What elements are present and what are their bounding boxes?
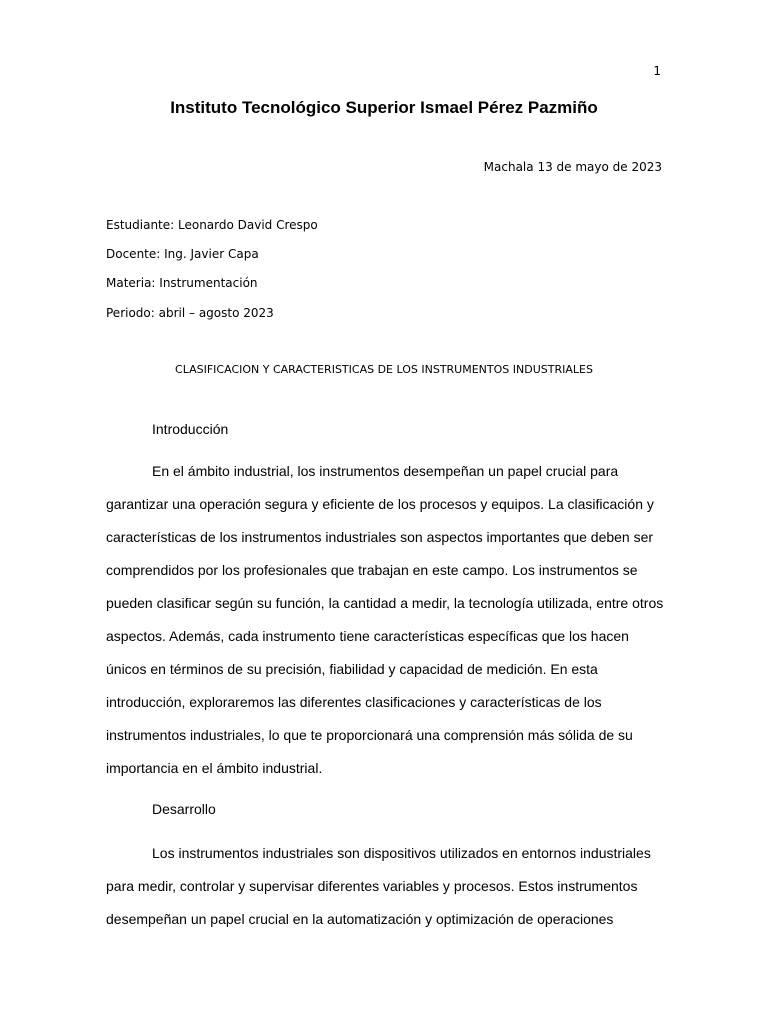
paragraph-line: características de los instrumentos industriales son aspectos importantes que deben ser xyxy=(106,529,654,545)
paragraph-line: garantizar una operación segura y eficiente de los procesos y equipos. La clasificación y xyxy=(106,496,654,512)
teacher-line: Docente: Ing. Javier Capa xyxy=(106,247,259,261)
intro-paragraph xyxy=(106,455,666,785)
development-paragraph xyxy=(106,837,666,936)
paragraph-line: introducción, exploraremos las diferentes clasificaciones y características de los xyxy=(106,694,602,710)
development-heading: Desarrollo xyxy=(152,801,216,817)
period-line: Periodo: abril – agosto 2023 xyxy=(106,306,274,320)
paragraph-line: En el ámbito industrial, los instrumentos desempeñan un papel crucial para xyxy=(152,463,619,479)
paragraph-line: aspectos. Además, cada instrumento tiene características específicas que los hacen xyxy=(106,628,629,644)
student-line: Estudiante: Leonardo David Crespo xyxy=(106,218,318,232)
paragraph-line: pueden clasificar según su función, la cantidad a medir, la tecnología utilizada, entre otros xyxy=(106,595,664,611)
paragraph-line: Los instrumentos industriales son dispositivos utilizados en entornos industriales xyxy=(152,845,651,861)
intro-heading: Introducción xyxy=(152,421,229,437)
document-title: CLASIFICACION Y CARACTERISTICAS DE LOS INSTRUMENTOS INDUSTRIALES xyxy=(175,363,593,376)
page-number: 1 xyxy=(653,64,661,78)
paragraph-line: instrumentos industriales, lo que te proporcionará una comprensión más sólida de su xyxy=(106,727,633,743)
paragraph-line: únicos en términos de su precisión, fiabilidad y capacidad de medición. En esta xyxy=(106,661,598,677)
paragraph-line: comprendidos por los profesionales que trabajan en este campo. Los instrumentos se xyxy=(106,562,638,578)
paragraph-line: importancia en el ámbito industrial. xyxy=(106,760,323,776)
subject-line: Materia: Instrumentación xyxy=(106,276,258,290)
paragraph-line: desempeñan un papel crucial en la automatización y optimización de operaciones xyxy=(106,911,614,927)
date-line: Machala 13 de mayo de 2023 xyxy=(483,160,662,174)
institution-heading: Instituto Tecnológico Superior Ismael Pérez Pazmiño xyxy=(170,98,598,117)
paragraph-line: para medir, controlar y supervisar diferentes variables y procesos. Estos instrumentos xyxy=(106,878,638,894)
